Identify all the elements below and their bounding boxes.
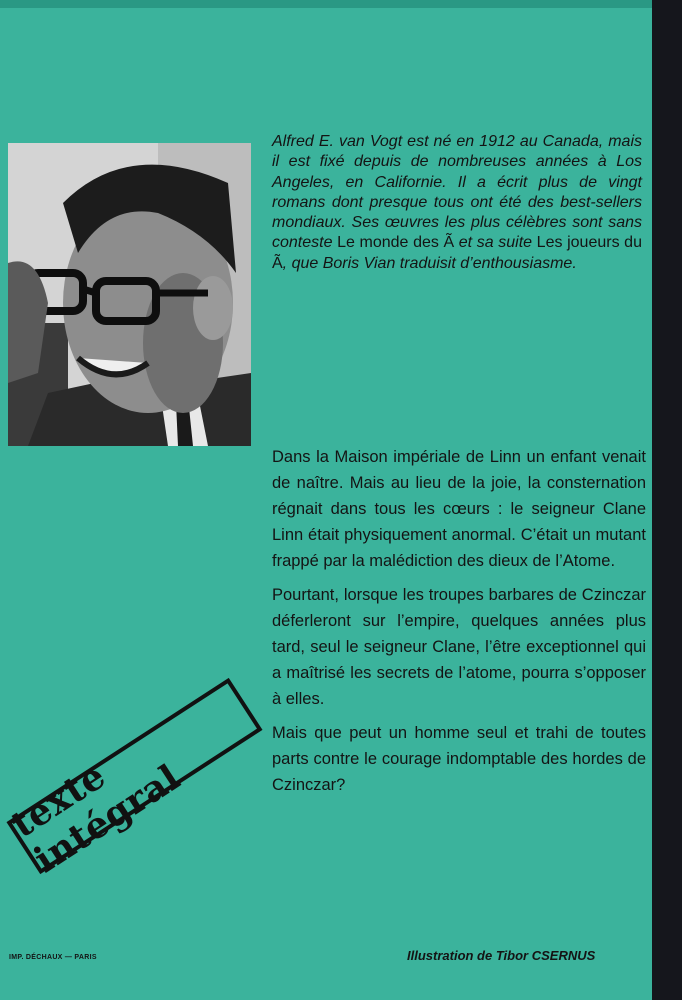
bio-text-3: , que Boris Vian traduisit d’enthousiasme.	[282, 254, 577, 272]
author-bio	[272, 132, 642, 274]
synopsis-paragraph-2: Pourtant, lorsque les troupes barbares de Czinczar déferleront sur l’empire, quelques années plus tard, seul le seigneur Clane, l’être exceptionnel qui a maîtrisé les secrets de l’atome, pourra s’opposer à elles.	[272, 586, 646, 708]
synopsis-paragraph-1: Dans la Maison impériale de Linn un enfant venait de naître. Mais au lieu de la joie, la consternation régnait dans tous les cœurs : le seigneur Clane Linn était physiquement anormal. C’était un mutant frappé par la malédiction des dieux de l’Atome.	[272, 448, 646, 570]
illustration-credit: Illustration de Tibor CSERNUS	[407, 948, 596, 963]
synopsis-paragraph-3: Mais que peut un homme seul et trahi de toutes parts contre le courage indomptable des hordes de Czinczar?	[272, 724, 646, 794]
bio-text-1: Alfred E. van Vogt est né en 1912 au Canada, mais il est fixé depuis de nombreuses années à Los Angeles, en Californie. Il a écrit plus de vingt romans dont presque tous ont été des best-sellers mondiaux. Ses œuvres les plus célèbres sont sans conteste	[272, 133, 642, 252]
author-photo	[8, 143, 251, 446]
top-edge	[0, 0, 652, 8]
book-spine	[652, 0, 682, 1000]
texte-integral-stamp: texte intégral	[6, 678, 262, 874]
bio-text-2: et sa suite	[454, 234, 537, 252]
printer-imprint: IMP. DÉCHAUX — PARIS	[9, 954, 97, 961]
bio-book-title-2: Les joueurs du Ã	[272, 234, 642, 272]
bio-book-title-1: Le monde des Ã	[337, 234, 455, 252]
synopsis	[272, 444, 646, 806]
